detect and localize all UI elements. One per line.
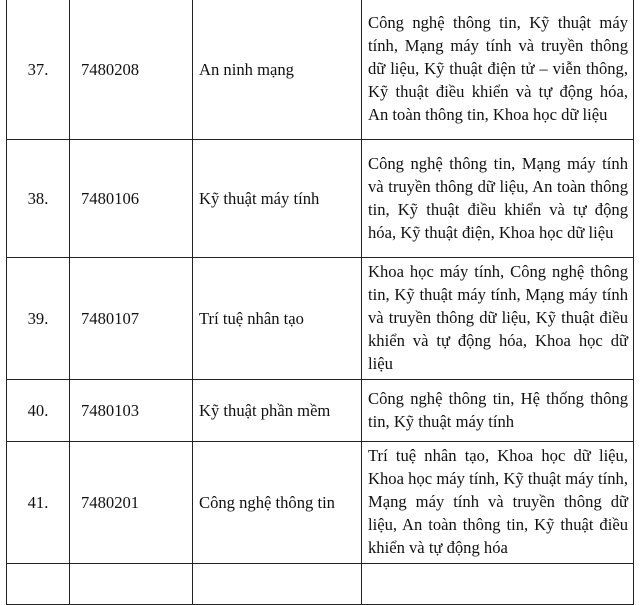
row-number: 39. [7, 258, 70, 380]
table-row [7, 0, 634, 140]
row-number: 41. [7, 442, 70, 564]
table-row [7, 258, 634, 380]
major-name: Kỹ thuật phần mềm [193, 380, 362, 442]
empty-cell [70, 564, 193, 605]
empty-cell [362, 564, 634, 605]
row-number: 38. [7, 140, 70, 258]
empty-cell [7, 564, 70, 605]
related-majors: Công nghệ thông tin, Hệ thống thông tin, Kỹ thuật máy tính [362, 380, 634, 442]
major-name: Công nghệ thông tin [193, 442, 362, 564]
table-row-partial [7, 564, 634, 605]
table-row [7, 442, 634, 564]
major-name: An ninh mạng [193, 0, 362, 140]
majors-table [6, 0, 634, 605]
related-majors: Công nghệ thông tin, Mạng máy tính và truyền thông dữ liệu, An toàn thông tin, Kỹ thuật điều khiển và tự động hóa, Kỹ thuật điện, Khoa học dữ liệu [362, 140, 634, 258]
row-number: 40. [7, 380, 70, 442]
related-majors: Khoa học máy tính, Công nghệ thông tin, Kỹ thuật máy tính, Mạng máy tính và truyền thông dữ liệu, Kỹ thuật điều khiển và tự động hóa, Khoa học dữ liệu [362, 258, 634, 380]
empty-cell [193, 564, 362, 605]
major-name: Trí tuệ nhân tạo [193, 258, 362, 380]
major-code: 7480106 [70, 140, 193, 258]
major-code: 7480208 [70, 0, 193, 140]
related-majors: Trí tuệ nhân tạo, Khoa học dữ liệu, Khoa học máy tính, Kỹ thuật máy tính, Mạng máy tính và truyền thông dữ liệu, An toàn thông tin, Kỹ thuật điều khiển và tự động hóa [362, 442, 634, 564]
row-number: 37. [7, 0, 70, 140]
table-row [7, 140, 634, 258]
major-code: 7480201 [70, 442, 193, 564]
major-code: 7480103 [70, 380, 193, 442]
table-row [7, 380, 634, 442]
related-majors: Công nghệ thông tin, Kỹ thuật máy tính, Mạng máy tính và truyền thông dữ liệu, Kỹ thuật điện tử – viễn thông, Kỹ thuật điều khiển và tự động hóa, An toàn thông tin, Khoa học dữ liệu [362, 0, 634, 140]
major-name: Kỹ thuật máy tính [193, 140, 362, 258]
major-code: 7480107 [70, 258, 193, 380]
